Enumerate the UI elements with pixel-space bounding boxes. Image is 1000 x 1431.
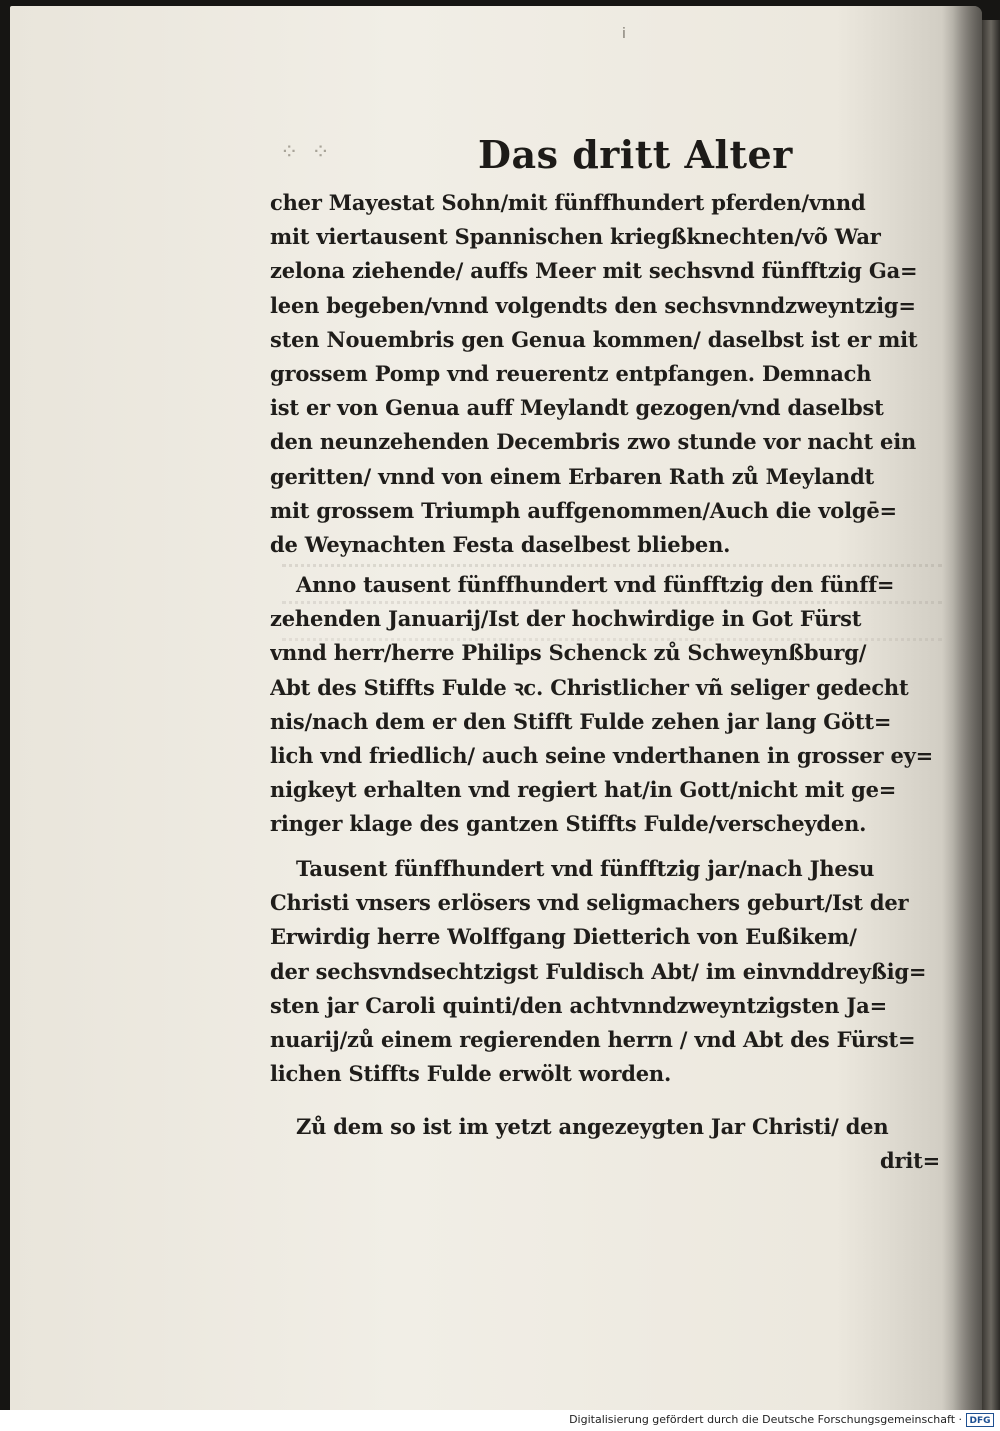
funding-credit: Digitalisierung gefördert durch die Deutsche Forschungsgemeinschaft · (569, 1413, 962, 1426)
paragraph-4 (270, 1110, 940, 1178)
text-line: cher Mayestat Sohn/mit fünffhundert pferden/vnnd (270, 190, 866, 215)
running-head: Das dritt Alter (478, 132, 793, 177)
text-line: Tausent fünffhundert vnd fünfftzig jar/nach Jhesu (296, 856, 875, 881)
catchword: drit= (879, 1148, 940, 1174)
text-line: mit viertausent Spannischen kriegßknechten/võ War (270, 224, 881, 250)
footer-bar (0, 1410, 1000, 1431)
text-line: vnnd herr/herre Philips Schenck zů Schweynßburg/ (270, 640, 867, 666)
text-line: geritten/ vnnd von einem Erbaren Rath zů Meylandt (270, 463, 875, 489)
text-line: grossem Pomp vnd reuerentz entpfangen. Demnach (270, 361, 872, 387)
text-line: de Weynachten Festa daselbest blieben. (270, 532, 731, 558)
text-line: Anno tausent fünffhundert vnd fünfftzig den fünff= (296, 572, 895, 597)
text-line: leen begeben/vnnd volgendts den sechsvnndzweyntzig= (270, 292, 916, 318)
text-line: lichen Stiffts Fulde erwölt worden. (270, 1061, 672, 1087)
text-line: den neunzehenden Decembris zwo stunde vor nacht ein (270, 429, 917, 455)
binding-edge (982, 20, 1000, 1410)
text-line: Abt des Stiffts Fulde ꝛc. Christlicher vñ seliger gedecht (270, 674, 909, 700)
text-line: zelona ziehende/ auffs Meer mit sechsvnd fünfftzig Ga= (270, 258, 918, 284)
text-line: Erwirdig herre Wolffgang Dietterich von Eußikem/ (270, 924, 857, 950)
faded-ornament: ⁘ ⁘ (280, 140, 333, 165)
text-line: nuarij/zů einem regierenden herrn / vnd Abt des Fürst= (270, 1027, 916, 1053)
paragraph-1 (270, 186, 940, 562)
text-line: lich vnd friedlich/ auch seine vnderthanen in grosser ey= (270, 743, 934, 769)
text-line: sten Nouembris gen Genua kommen/ daselbst ist er mit (270, 326, 918, 352)
paragraph-2 (270, 568, 940, 842)
text-line: Zů dem so ist im yetzt angezeygten Jar Christi/ den (296, 1114, 889, 1139)
text-line: nis/nach dem er den Stifft Fulde zehen jar lang Gött= (270, 708, 892, 734)
text-line: ringer klage des gantzen Stiffts Fulde/verscheyden. (270, 811, 867, 837)
text-line: der sechsvndsechtzigst Fuldisch Abt/ im einvnddreyßig= (270, 958, 927, 984)
page-edge-shadow (942, 6, 982, 1410)
text-line: nigkeyt erhalten vnd regiert hat/in Gott/nicht mit ge= (270, 777, 897, 803)
text-line: mit grossem Triumph auffgenommen/Auch die volgē= (270, 497, 897, 523)
text-line: zehenden Januarij/Ist der hochwirdige in Got Fürst (270, 606, 862, 632)
paragraph-3 (270, 852, 940, 1091)
top-mark: i (622, 26, 626, 42)
dfg-logo: DFG (966, 1413, 994, 1427)
text-line: ist er von Genua auff Meylandt gezogen/vnd daselbst (270, 395, 884, 421)
text-line: sten jar Caroli quinti/den achtvnndzweyntzigsten Ja= (270, 992, 887, 1018)
text-line: Christi vnsers erlösers vnd seligmachers geburt/Ist der (270, 890, 909, 916)
